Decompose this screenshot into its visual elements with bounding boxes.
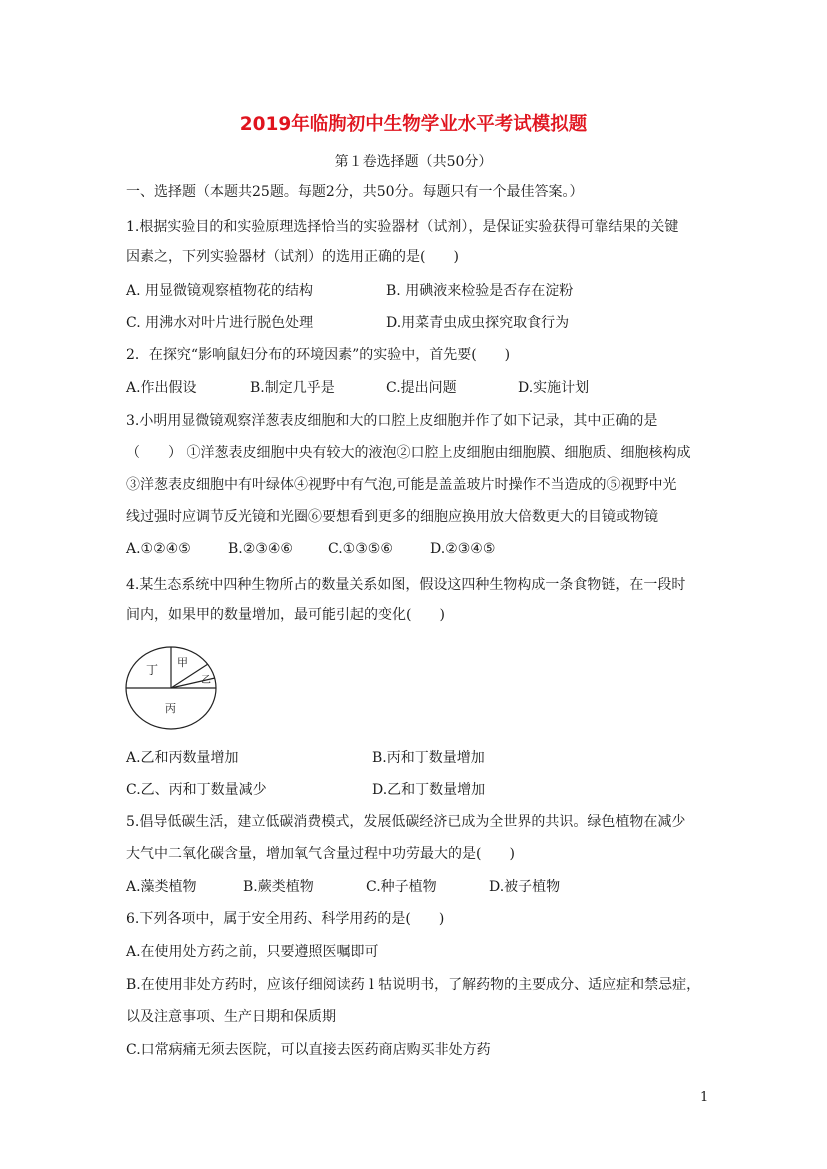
page-number: 1 [700,1090,709,1105]
q1-option-a: A. 用显微镜观察植物花的结构 [126,283,314,299]
q4-option-a: A.乙和丙数量增加 [126,750,239,766]
page-title: 2019年临朐初中生物学业水平考试模拟题 [239,114,588,135]
q2-stem: 2．在探究“影响鼠妇分布的环境因素”的实验中，首先要( ) [126,347,511,363]
q5-stem-line2: 大气中二氧化碳含量，增加氧气含量过程中功劳最大的是( ) [126,846,515,862]
q3-option-b: B.②③④⑥ [228,541,293,557]
q2-option-d: D.实施计划 [518,380,590,396]
q3-option-d: D.②③④⑤ [430,541,496,557]
q3-stem-line4: 线过强时应调节反光镜和光圈⑥要想看到更多的细胞应换用放大倍数更大的目镜或物镜 [126,509,658,525]
q5-option-b: B.蕨类植物 [243,879,314,895]
q5-stem-line1: 5.倡导低碳生活，建立低碳消费模式，发展低碳经济已成为全世界的共识。绿色植物在减少 [126,814,686,830]
q6-stem: 6.下列各项中，属于安全用药、科学用药的是( ) [126,911,445,927]
q6-option-c: C.口常病痛无须去医院，可以直接去医药商店购买非处方药 [126,1042,491,1058]
q4-option-b: B.丙和丁数量增加 [372,750,485,766]
q4-option-c: C.乙、丙和丁数量减少 [126,782,267,798]
q1-stem-line2: 因素之，下列实验器材（试剂）的选用正确的是( ) [126,249,459,265]
q6-option-b-line1: B.在使用非处方药时，应该仔细阅读药 l 牯说明书，了解药物的主要成分、适应症和禁忌症， [126,977,701,993]
q1-option-d: D.用菜青虫成虫探究取食行为 [386,315,570,331]
q4-stem-line1: 4.某生态系统中四种生物所占的数量关系如图，假设这四种生物构成一条食物链，在一段时 [126,577,686,593]
pie-label-ding: 丁 [146,663,159,677]
pie-label-bing: 丙 [165,702,176,715]
q3-option-a: A.①②④⑤ [126,541,191,557]
q3-stem-line2: （ ） ①洋葱表皮细胞中央有较大的液泡②口腔上皮细胞由细胞膜、细胞质、细胞核构成 [126,445,691,461]
q1-stem-line1: 1.根据实验目的和实验原理选择恰当的实验器材（试剂），是保证实验获得可靠结果的关键 [126,219,679,235]
q5-option-d: D.被子植物 [489,879,561,895]
q4-stem-line2: 间内，如果甲的数量增加，最可能引起的变化( ) [126,607,445,623]
pie-label-jia: 甲 [177,656,188,669]
q6-option-a: A.在使用处方药之前，只要遵照医嘱即可 [126,944,379,960]
q5-option-c: C.种子植物 [366,879,437,895]
q3-stem-line1: 3.小明用显微镜观察洋葱表皮细胞和大的口腔上皮细胞并作了如下记录，其中正确的是 [126,413,658,429]
q2-option-c: C.提出问题 [386,380,457,396]
q4-option-d: D.乙和丁数量增加 [372,782,486,798]
q3-option-c: C.①③⑤⑥ [328,541,393,557]
section-heading: 一、选择题（本题共25题。每题2分，共50分。每题只有一个最佳答案。） [126,184,584,200]
pie-label-yi: 乙 [201,675,211,686]
q2-option-b: B.制定几乎是 [250,380,335,396]
q1-option-b: B. 用碘液来检验是否存在淀粉 [386,283,574,299]
q3-stem-line3: ③洋葱表皮细胞中有叶绿体④视野中有气泡,可能是盖盖玻片时操作不当造成的⑤视野中光 [126,477,677,493]
q5-option-a: A.藻类植物 [126,879,197,895]
q2-option-a: A.作出假设 [126,380,197,396]
q6-option-b-line2: 以及注意事项、生产日期和保质期 [126,1009,336,1025]
q4-pie-figure [124,645,220,737]
volume-subtitle: 第１卷选择题（共50分） [334,154,493,170]
q1-option-c: C. 用沸水对叶片进行脱色处理 [126,315,314,331]
